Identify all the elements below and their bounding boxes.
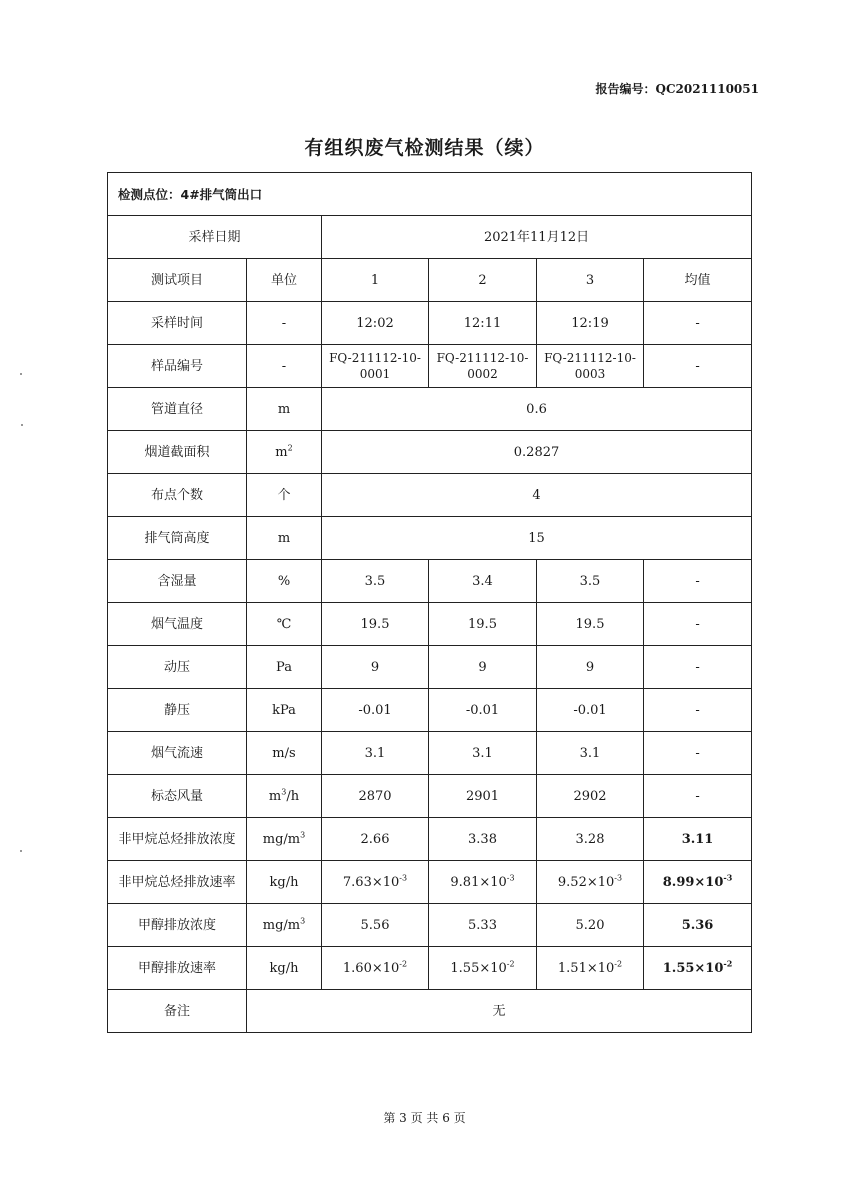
cell-average — [644, 861, 752, 904]
unit-superscript: 2 — [287, 443, 293, 453]
date-row — [108, 216, 752, 259]
row-label: 备注 — [108, 990, 247, 1033]
cell-value — [537, 861, 644, 904]
value-mantissa: 1.60×10 — [342, 960, 400, 976]
table-row — [108, 646, 752, 689]
page-number: 第 3 页 共 6 页 — [383, 1111, 466, 1125]
unit-base: m — [268, 788, 282, 804]
table-row — [108, 560, 752, 603]
row-label: 甲醇排放速率 — [108, 947, 247, 990]
unit-superscript: 3 — [300, 916, 306, 926]
cell-value — [322, 861, 429, 904]
cell-value: 3.5 — [537, 560, 644, 603]
header-item: 测试项目 — [108, 259, 247, 302]
cell-value: FQ-211112-10-0002 — [429, 345, 537, 388]
row-label: 非甲烷总烃排放速率 — [108, 861, 247, 904]
cell-average: - — [644, 775, 752, 818]
value-mantissa: 8.99×10 — [662, 874, 724, 890]
row-unit: m — [247, 517, 322, 560]
value-exponent: -3 — [506, 873, 515, 883]
table-row — [108, 732, 752, 775]
row-unit — [247, 775, 322, 818]
table-row — [108, 345, 752, 388]
row-unit: m/s — [247, 732, 322, 775]
cell-value: 2870 — [322, 775, 429, 818]
cell-value: 3.1 — [429, 732, 537, 775]
cell-value: 4 — [322, 474, 752, 517]
cell-value: -0.01 — [429, 689, 537, 732]
row-unit — [247, 904, 322, 947]
cell-average: - — [644, 345, 752, 388]
row-unit — [247, 431, 322, 474]
cell-average — [644, 947, 752, 990]
value-mantissa: 7.63×10 — [342, 874, 400, 890]
header-sample-2: 2 — [429, 259, 537, 302]
remarks-value: 无 — [247, 990, 752, 1033]
scan-dot — [20, 850, 22, 852]
row-label: 烟道截面积 — [108, 431, 247, 474]
value-mantissa: 9.52×10 — [557, 874, 615, 890]
scan-dot — [20, 373, 22, 375]
cell-value — [537, 947, 644, 990]
table-row — [108, 517, 752, 560]
cell-value: 3.5 — [322, 560, 429, 603]
value-exponent: -3 — [614, 873, 623, 883]
table-row — [108, 474, 752, 517]
cell-value: 12:11 — [429, 302, 537, 345]
table-row — [108, 904, 752, 947]
row-unit: kg/h — [247, 861, 322, 904]
sampling-date-value: 2021年11月12日 — [322, 216, 752, 259]
value-exponent: -2 — [506, 959, 515, 969]
cell-value — [322, 947, 429, 990]
table-row — [108, 947, 752, 990]
table-row — [108, 775, 752, 818]
value-exponent: -2 — [723, 958, 733, 969]
table-row — [108, 861, 752, 904]
cell-value: 5.33 — [429, 904, 537, 947]
row-label: 管道直径 — [108, 388, 247, 431]
row-label: 采样时间 — [108, 302, 247, 345]
cell-value: 2902 — [537, 775, 644, 818]
header-sample-1: 1 — [322, 259, 429, 302]
row-unit: kPa — [247, 689, 322, 732]
table-row — [108, 818, 752, 861]
table-row — [108, 689, 752, 732]
value-mantissa: 1.51×10 — [557, 960, 615, 976]
row-unit — [247, 818, 322, 861]
cell-value — [429, 861, 537, 904]
cell-value — [429, 947, 537, 990]
cell-average: - — [644, 732, 752, 775]
row-label: 动压 — [108, 646, 247, 689]
cell-value: 9 — [322, 646, 429, 689]
table-row — [108, 603, 752, 646]
unit-tail: /h — [286, 788, 300, 804]
cell-value: 9 — [429, 646, 537, 689]
cell-average: - — [644, 646, 752, 689]
row-unit: - — [247, 345, 322, 388]
location-row — [108, 173, 752, 216]
cell-value: 19.5 — [429, 603, 537, 646]
cell-average: - — [644, 560, 752, 603]
cell-average: - — [644, 302, 752, 345]
cell-value: 15 — [322, 517, 752, 560]
cell-value: 5.56 — [322, 904, 429, 947]
value-exponent: -3 — [399, 873, 408, 883]
table-row — [108, 431, 752, 474]
scan-dot — [21, 424, 23, 426]
value-mantissa: 1.55×10 — [450, 960, 507, 976]
row-label: 含湿量 — [108, 560, 247, 603]
unit-superscript: 3 — [281, 787, 287, 797]
cell-value: 3.28 — [537, 818, 644, 861]
table-row — [108, 388, 752, 431]
row-unit: % — [247, 560, 322, 603]
unit-base: mg/m — [262, 917, 301, 933]
cell-value: 12:02 — [322, 302, 429, 345]
row-unit: - — [247, 302, 322, 345]
row-label: 排气筒高度 — [108, 517, 247, 560]
row-label: 烟气流速 — [108, 732, 247, 775]
unit-base: mg/m — [262, 831, 301, 847]
cell-average: 5.36 — [644, 904, 752, 947]
value-exponent: -2 — [614, 959, 623, 969]
cell-value: 5.20 — [537, 904, 644, 947]
cell-value: 19.5 — [537, 603, 644, 646]
value-mantissa: 1.55×10 — [662, 960, 724, 976]
header-unit: 单位 — [247, 259, 322, 302]
row-unit: ℃ — [247, 603, 322, 646]
sampling-date-label: 采样日期 — [108, 216, 322, 259]
cell-value: 0.6 — [322, 388, 752, 431]
cell-value: 0.2827 — [322, 431, 752, 474]
remarks-row — [108, 990, 752, 1033]
cell-value: 9 — [537, 646, 644, 689]
report-number: 报告编号：QC2021110051 — [595, 82, 759, 96]
value-mantissa: 9.81×10 — [450, 874, 507, 890]
location-label: 检测点位：4#排气筒出口 — [108, 173, 752, 216]
row-label: 静压 — [108, 689, 247, 732]
row-label: 非甲烷总烃排放浓度 — [108, 818, 247, 861]
cell-value: 3.1 — [322, 732, 429, 775]
results-table — [107, 172, 752, 1033]
column-header-row — [108, 259, 752, 302]
row-label: 甲醇排放浓度 — [108, 904, 247, 947]
cell-value: -0.01 — [537, 689, 644, 732]
cell-value: -0.01 — [322, 689, 429, 732]
cell-value: FQ-211112-10-0003 — [537, 345, 644, 388]
unit-base: m — [275, 444, 288, 460]
row-label: 布点个数 — [108, 474, 247, 517]
header-sample-3: 3 — [537, 259, 644, 302]
row-unit: 个 — [247, 474, 322, 517]
row-label: 样品编号 — [108, 345, 247, 388]
cell-value: 19.5 — [322, 603, 429, 646]
cell-value: 12:19 — [537, 302, 644, 345]
row-unit: Pa — [247, 646, 322, 689]
row-label: 烟气温度 — [108, 603, 247, 646]
cell-value: 2901 — [429, 775, 537, 818]
cell-value: 3.1 — [537, 732, 644, 775]
cell-average: - — [644, 603, 752, 646]
table-row — [108, 302, 752, 345]
row-label: 标态风量 — [108, 775, 247, 818]
unit-superscript: 3 — [300, 830, 306, 840]
page-title: 有组织废气检测结果（续） — [304, 137, 545, 159]
value-exponent: -3 — [723, 872, 733, 883]
value-exponent: -2 — [399, 959, 408, 969]
cell-value: 3.38 — [429, 818, 537, 861]
header-average: 均值 — [644, 259, 752, 302]
cell-value: 2.66 — [322, 818, 429, 861]
cell-average: - — [644, 689, 752, 732]
cell-value: FQ-211112-10-0001 — [322, 345, 429, 388]
row-unit: m — [247, 388, 322, 431]
cell-value: 3.4 — [429, 560, 537, 603]
row-unit: kg/h — [247, 947, 322, 990]
cell-average: 3.11 — [644, 818, 752, 861]
